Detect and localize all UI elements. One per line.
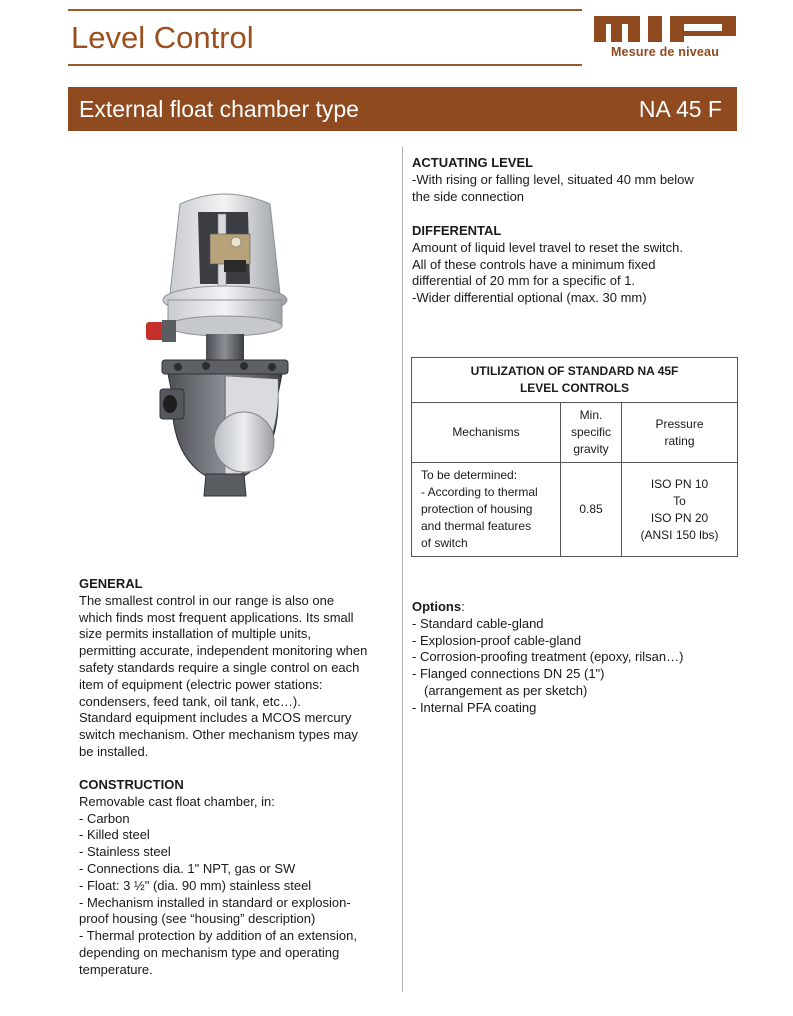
- construction-line: temperature.: [79, 961, 153, 977]
- cell-text: To: [673, 493, 686, 508]
- cell-text: and thermal features: [421, 519, 532, 533]
- header-rule-top: [68, 9, 582, 11]
- column-header-gravity: [561, 403, 622, 463]
- options-line: - Internal PFA coating: [412, 699, 537, 715]
- table-title-line: LEVEL CONTROLS: [519, 381, 630, 395]
- differential-line: differential of 20 mm for a specific of 1.: [412, 273, 636, 289]
- cell-text: (ANSI 150 lbs): [640, 527, 719, 542]
- options-heading-line: [412, 599, 732, 616]
- column-header-text: specific: [570, 425, 611, 439]
- general-line: Standard equipment includes a MCOS mercury: [79, 710, 352, 726]
- general-line: The smallest control in our range is also one: [79, 592, 335, 608]
- construction-line: proof housing (see “housing” description): [79, 911, 316, 927]
- column-header-text: Pressure: [655, 416, 704, 431]
- construction-section: [79, 777, 399, 979]
- options-colon: :: [461, 599, 465, 614]
- logo-letters-mip: [592, 14, 738, 44]
- actuating-level-section: [412, 155, 732, 205]
- construction-line: - Carbon: [79, 810, 130, 826]
- cell-text: To be determined:: [421, 468, 518, 482]
- options-line: (arrangement as per sketch): [424, 682, 588, 698]
- differential-line: Amount of liquid level travel to reset the switch.: [412, 239, 683, 255]
- utilization-table: [411, 357, 738, 557]
- logo-tagline: Mesure de niveau: [610, 45, 720, 59]
- construction-line: - Mechanism installed in standard or explosion-: [79, 894, 351, 910]
- table-title-line: UTILIZATION OF STANDARD NA 45F: [470, 364, 679, 378]
- title-banner: [68, 87, 737, 131]
- cell-text: protection of housing: [421, 502, 533, 516]
- general-line: condensers, feed tank, oil tank, etc…).: [79, 693, 301, 709]
- banner-title: External float chamber type: [79, 96, 359, 122]
- general-line: safety standards require a single control on each: [79, 659, 360, 675]
- actuating-level-line: the side connection: [412, 188, 525, 204]
- page-title: Level Control: [71, 20, 254, 55]
- column-header-text: Mechanisms: [452, 425, 520, 439]
- header-rule-bottom: [68, 64, 582, 66]
- cell-text: - According to thermal: [421, 485, 538, 499]
- general-line: be installed.: [79, 743, 149, 759]
- construction-line: - Killed steel: [79, 827, 150, 843]
- options-section: [412, 599, 732, 717]
- construction-line: depending on mechanism type and operating: [79, 944, 340, 960]
- general-line: which finds most frequent applications. Its small: [79, 609, 354, 625]
- construction-line: - Connections dia. 1" NPT, gas or SW: [79, 860, 296, 876]
- column-divider: [402, 147, 403, 992]
- options-line: - Explosion-proof cable-gland: [412, 632, 582, 648]
- options-heading: Options: [412, 599, 462, 614]
- general-line: switch mechanism. Other mechanism types may: [79, 727, 358, 743]
- column-header-text: rating: [664, 433, 695, 448]
- cell-pressure: [622, 463, 738, 557]
- general-line: size permits installation of multiple units,: [79, 626, 311, 642]
- cell-text: of switch: [421, 536, 468, 550]
- column-header-text: gravity: [573, 442, 609, 456]
- differential-section: [412, 223, 732, 307]
- banner-model: NA 45 F: [638, 96, 722, 122]
- differential-heading: DIFFERENTAL: [412, 223, 502, 238]
- differential-line: -Wider differential optional (max. 30 mm): [412, 290, 647, 306]
- actuating-level-line: -With rising or falling level, situated 40 mm below: [412, 171, 694, 187]
- options-line: - Corrosion-proofing treatment (epoxy, rilsan…): [412, 649, 684, 665]
- cell-gravity: 0.85: [561, 463, 622, 557]
- construction-line: - Stainless steel: [79, 844, 171, 860]
- cell-mechanisms: [412, 463, 561, 557]
- differential-line: All of these controls have a minimum fixed: [412, 256, 656, 272]
- table-title: [412, 358, 738, 403]
- column-header-pressure: [622, 403, 738, 463]
- general-line: permitting accurate, independent monitoring when: [79, 643, 368, 659]
- construction-heading: CONSTRUCTION: [79, 777, 184, 792]
- general-line: item of equipment (electric power stations:: [79, 676, 323, 692]
- column-header-text: Min.: [579, 408, 603, 422]
- level-control-device-illustration: [140, 184, 310, 504]
- actuating-level-heading: ACTUATING LEVEL: [412, 155, 534, 170]
- cell-text: ISO PN 10: [650, 476, 709, 491]
- company-logo: [592, 14, 738, 66]
- options-line: - Flanged connections DN 25 (1"): [412, 666, 605, 682]
- cell-text: ISO PN 20: [650, 510, 709, 525]
- general-section: [79, 576, 399, 761]
- construction-line: Removable cast float chamber, in:: [79, 793, 275, 809]
- column-header-mechanisms: [412, 403, 561, 463]
- construction-line: - Float: 3 ½" (dia. 90 mm) stainless steel: [79, 877, 312, 893]
- construction-line: - Thermal protection by addition of an extension,: [79, 928, 357, 944]
- general-heading: GENERAL: [79, 576, 143, 591]
- options-line: - Standard cable-gland: [412, 615, 544, 631]
